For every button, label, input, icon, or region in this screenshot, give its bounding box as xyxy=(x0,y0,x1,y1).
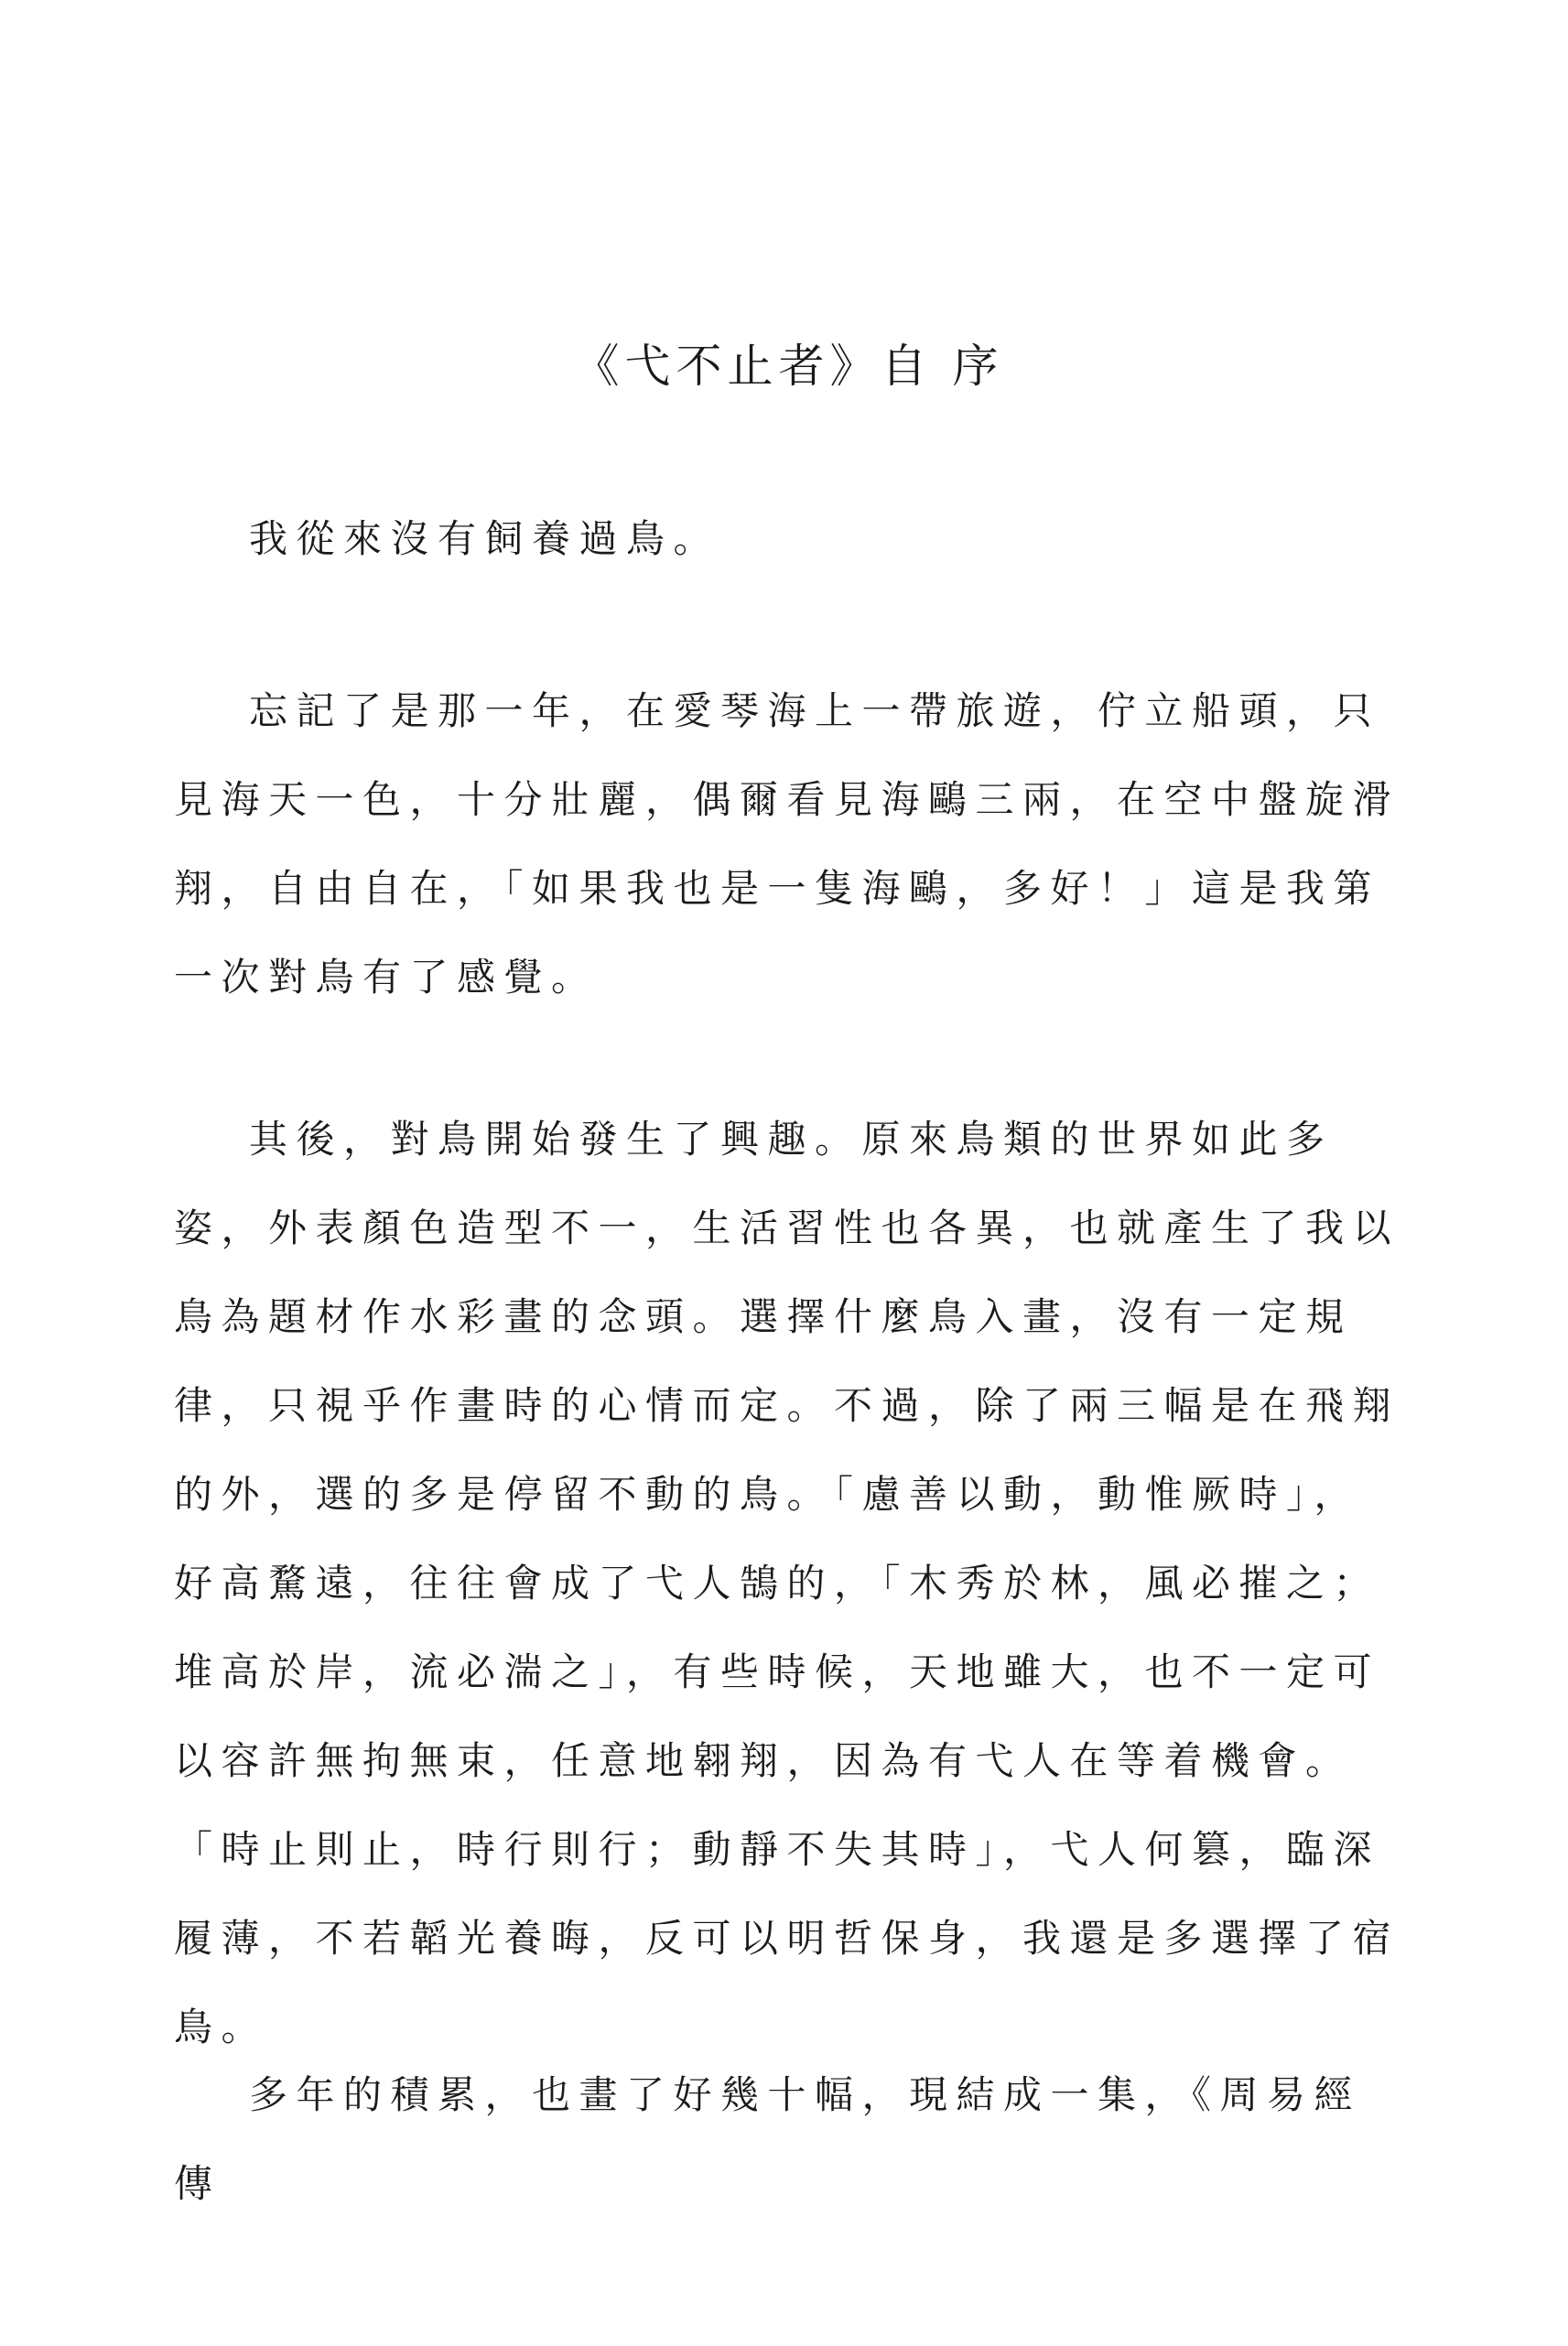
paragraph-1: 我從來沒有飼養過鳥。 xyxy=(249,516,721,561)
paragraph-4: 多年的積累，也畫了好幾十幅，現結成一集，《周易經傳 xyxy=(174,2072,1362,2206)
document-title: 《弋不止者》自 序 xyxy=(573,340,1004,393)
paragraph-2: 忘記了是那一年，在愛琴海上一帶旅遊，佇立船頭，只見海天一色，十分壯麗，偶爾看見海鷗三兩，在空中盤旋滑翔，自由自在，「如果我也是一隻海鷗，多好！」這是我第一次對鳥有了感覺。 xyxy=(174,688,1400,1000)
paragraph-3: 其後，對鳥開始發生了興趣。原來鳥類的世界如此多姿，外表顏色造型不一，生活習性也各異，也就產生了我以鳥為題材作水彩畫的念頭。選擇什麼鳥入畫，沒有一定規律，只視乎作畫時的心情而定。不過，除了兩三幅是在飛翔的外，選的多是停留不動的鳥。「慮善以動，動惟厥時」，好高騖遠，往往會成了弋人鵠的，「木秀於林，風必摧之；堆高於岸，流必湍之」，有些時候，天地雖大，也不一定可以容許無拘無束，任意地翱翔，因為有弋人在等着機會。「時止則止，時行則行；動靜不失其時」，弋人何篡，臨深履薄，不若韜光養晦，反可以明哲保身，我還是多選擇了宿鳥。 xyxy=(174,1117,1400,2049)
